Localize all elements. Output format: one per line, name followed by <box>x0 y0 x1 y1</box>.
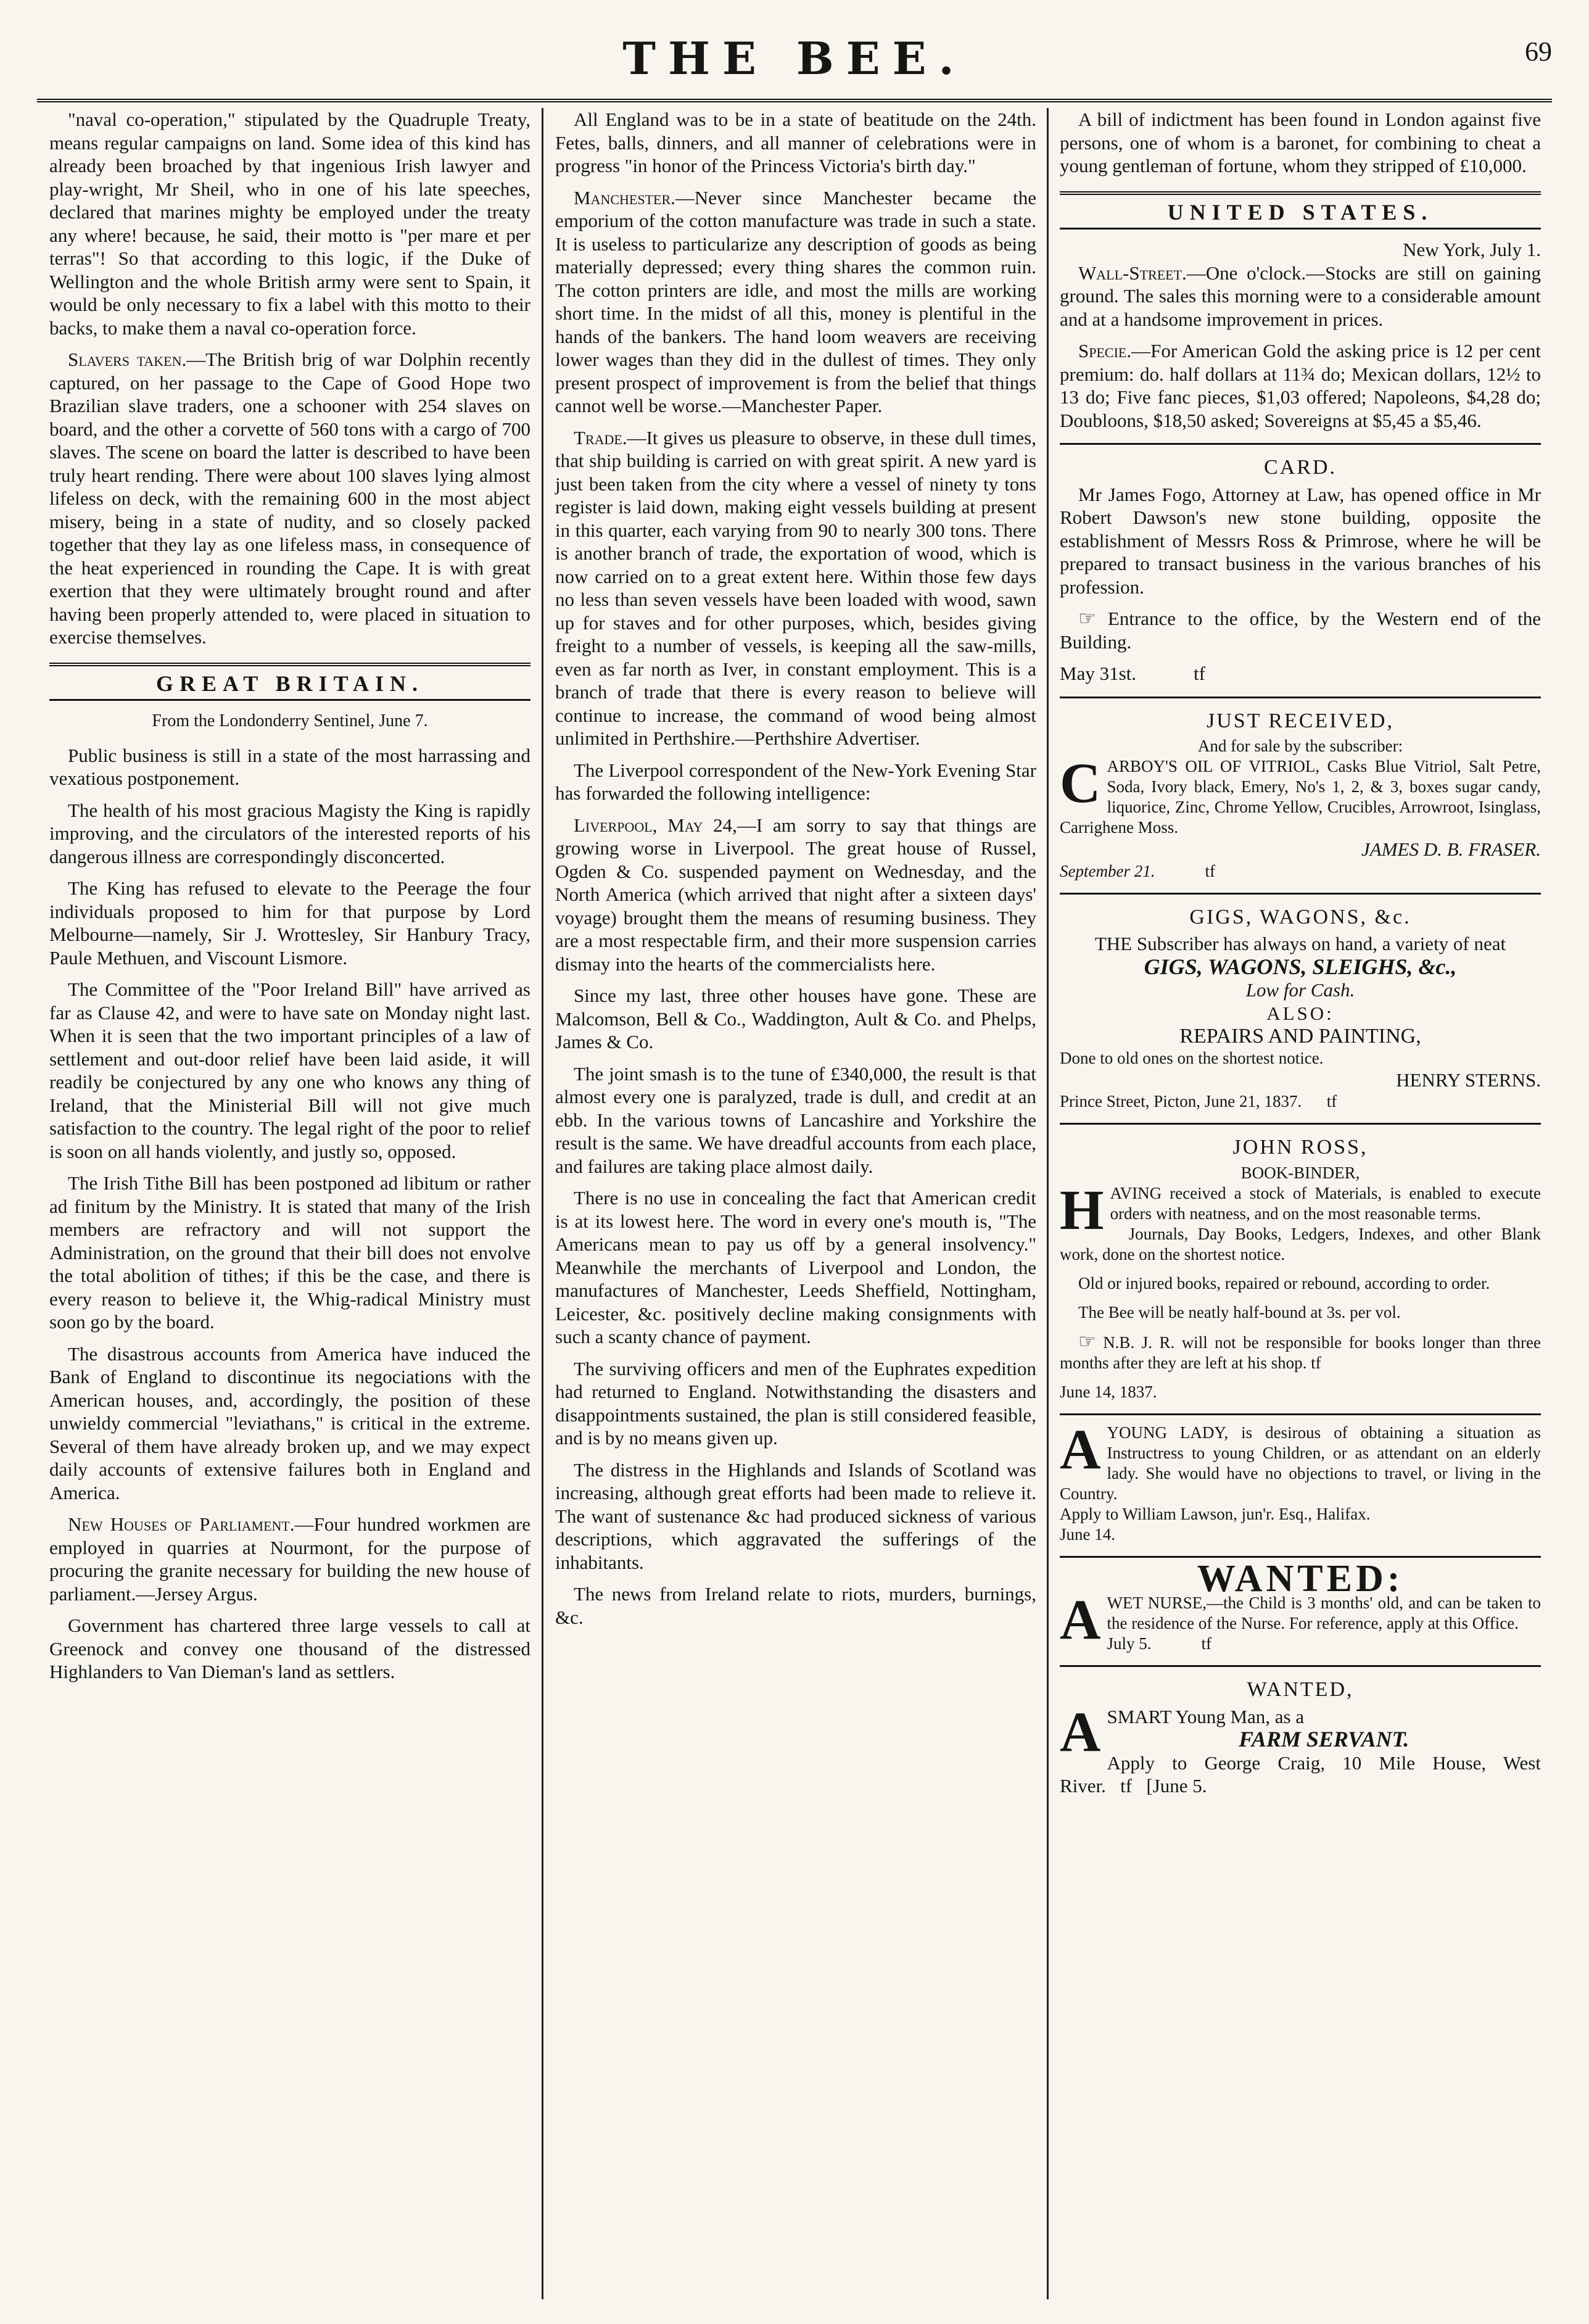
article-paragraph: Government has chartered three large vessels to call at Greenock and convey one thousand of the distressed Highlanders to Van Dieman's land as settlers. <box>49 1615 530 1682</box>
tf-mark: tf <box>1205 861 1215 880</box>
advertisement-card <box>1060 443 1541 685</box>
page-number: 69 <box>1525 36 1552 67</box>
ad-text <box>1060 751 1541 838</box>
ad-text: Done to old ones on the shortest notice. <box>1060 1048 1324 1067</box>
article-paragraph <box>49 348 530 649</box>
article-paragraph: The disastrous accounts from America have induced the Bank of England to discontinue its negociations with the American houses, and, accordingly, the position of these unwieldy commercial "leviathans," is critical in the extreme. Several of them have already broken up, and we may expect daily accounts of extensive failures both in England and America. <box>49 1342 530 1503</box>
article-paragraph: All England was to be in a state of beatitude on the 24th. Fetes, balls, dinners, and all manner of celebrations were in progress "in honor of the Princess Victoria's birth day." <box>555 109 1036 176</box>
article-paragraph: The surviving officers and men of the Euphrates expedition had returned to England. Notwithstanding the disasters and disappointments sustained, the plan is still considered feasible, and is by no means given up. <box>555 1357 1036 1449</box>
ad-signature: JAMES D. B. FRASER. <box>1361 838 1541 860</box>
article-paragraph: The Liverpool correspondent of the New-York Evening Star has forwarded the following intelligence: <box>555 759 1036 804</box>
ad-text: Journals, Day Books, Ledgers, Indexes, and other Blank work, done on the shortest notice. <box>1060 1224 1541 1263</box>
ad-body: AVING received a stock of Materials, is enabled to execute orders with neatness, and on the most reasonable terms. <box>1110 1183 1541 1223</box>
tf-mark: tf <box>1311 1353 1321 1372</box>
advertisement-just-received <box>1060 697 1541 882</box>
pointing-hand-icon: ☞ <box>1078 1329 1096 1352</box>
ad-date <box>1060 1634 1541 1654</box>
ad-heading: WANTED: <box>1197 1557 1404 1600</box>
article-paragraph <box>1060 339 1541 432</box>
section-heading-united-states: UNITED STATES. <box>1060 191 1541 230</box>
article-lead: New Houses of Parliament. <box>68 1513 295 1535</box>
ad-date-text: [June 5. <box>1146 1775 1207 1797</box>
advertisement-farm-servant <box>1060 1665 1541 1798</box>
ad-text: The Bee will be neatly half-bound at 3s. per vol. <box>1078 1302 1401 1321</box>
ad-date-text: May 31st. <box>1060 663 1136 684</box>
drop-cap: H <box>1060 1178 1104 1241</box>
ad-heading: WANTED, <box>1247 1678 1354 1701</box>
article-lead: Specie. <box>1078 340 1132 362</box>
ad-signature: HENRY STERNS. <box>1396 1069 1541 1091</box>
ad-entrance: Entrance to the office, by the Western end of the Building. <box>1060 608 1541 653</box>
ad-text <box>1060 1178 1541 1241</box>
drop-cap: C <box>1060 751 1101 814</box>
article-lead: Liverpool, May 24, <box>574 814 737 836</box>
article-text: —The British brig of war Dolphin recently captured, on her passage to the Cape of Good Hope two Brazilian slave traders, one a schooner with 254 slaves on board, and the other a corvette of 560 tons with a cargo of 700 slaves. The scene on board the latter is described to have been truly heart rending. There were about 100 slaves lying almost lifeless on deck, with the remaining 600 in the most abject misery, being in a state of nudity, and so closely packed together that they lay as one lifeless mass, in consequence of the heat experienced in rounding the Cape. It is with great exertion that they were ultimately brought round and after having been properly attended to, were placed in situation to exercise themselves. <box>49 349 530 648</box>
advertisement-gigs <box>1060 893 1541 1112</box>
ad-text <box>1060 1417 1541 1504</box>
drop-cap: A <box>1060 1700 1101 1763</box>
ad-heading: CARD. <box>1264 456 1337 479</box>
ad-body: YOUNG LADY, is desirous of obtaining a situation as Instructress to young Children, or as attendant on an elderly lady. She would have no objections to travel, or living in the Country. <box>1060 1423 1541 1503</box>
masthead-title: THE BEE. <box>622 32 967 85</box>
article-text: —Never since Manchester became the emporium of the cotton manufacture was trade in such a state. It is useless to particularize any description of goods as being materially depressed; every thing shares the common ruin. The cotton printers are idle, and most the mills are working short time. In the midst of all this, money is plentiful in the hands of the bankers. The hand loom weavers are receiving lower wages than they did in the dullest of times. They only present prospect of improvement is from the belief that things cannot well be worse.—Manchester Paper. <box>555 186 1036 416</box>
article-paragraph: The Irish Tithe Bill has been postponed ad libitum or rather ad finitum by the Ministry. It is stated that many of the Irish members are refractory and will not support the Administration, on the ground that their bill does not envolve the total abolition of tithes; if this be the case, and there is every reason to believe it, the Whig-radical Ministry must soon go by the board. <box>49 1172 530 1333</box>
ad-date: June 14. <box>1060 1524 1115 1544</box>
dateline: New York, July 1. <box>1403 239 1541 260</box>
article-text: —One o'clock.—Stocks are still on gaining ground. The sales this morning were to a considerable amount and at a handsome improvement in prices. <box>1060 262 1541 330</box>
tf-mark: tf <box>1120 1775 1133 1797</box>
column-divider <box>542 108 543 2299</box>
article-lead: Wall-Street. <box>1078 262 1187 284</box>
pointing-hand-icon: ☞ <box>1078 607 1096 629</box>
article-paragraph: The health of his most gracious Magisty the King is rapidly improving, and the circulators of the interested reports of his dangerous illness are correspondingly disconcerted. <box>49 799 530 867</box>
ad-note: N.B. J. R. will not be responsible for books longer than three months after they are left at his shop. <box>1060 1333 1542 1372</box>
advertisement-john-ross <box>1060 1123 1541 1402</box>
ad-heading: GIGS, WAGONS, &c. <box>1189 905 1411 928</box>
column-divider <box>1047 108 1049 2299</box>
article-text: —For American Gold the asking price is 12 per cent premium: do. half dollars at 11¾ do; Mexican dollars, 12½ to 13 do; Five fanc pieces, $1,03 offered; Napoleons, $4,28 do; Doubloons, $18,50 asked; Sovereigns at $5,45 a $5,46. <box>1060 340 1541 431</box>
article-paragraph: Since my last, three other houses have gone. These are Malcomson, Bell & Co., Waddington, Ault & Co. and Phelps, James & Co. <box>555 985 1036 1052</box>
column-3 <box>1060 108 1541 1798</box>
ad-subheading: And for sale by the subscriber: <box>1197 737 1403 755</box>
ad-body: WET NURSE,—the Child is 3 months' old, and can be taken to the residence of the Nurse. For reference, apply at this Office. <box>1107 1594 1541 1632</box>
article-text: —I am sorry to say that things are growing worse in Liverpool. The great house of Russel, Ogden & Co. suspended payment on Wednesday, and the North America (which arrived that night after a sixteen days' voyage) brought them the means of resuming business. They are a most respectable firm, and their more suspension carries dismay into the hearts of the commercialists here. <box>555 814 1036 975</box>
ad-text: THE Subscriber has always on hand, a variety of neat <box>1094 933 1506 954</box>
article-lead: Slavers taken. <box>68 349 187 370</box>
ad-heading: JUST RECEIVED, <box>1207 709 1394 732</box>
ad-heading: JOHN ROSS, <box>1232 1136 1368 1159</box>
masthead <box>37 25 1552 102</box>
ad-subheading: BOOK-BINDER, <box>1240 1163 1360 1182</box>
article-paragraph: The distress in the Highlands and Islands of Scotland was increasing, although great efforts had been made to relieve it. The want of sustenance &c had produced sickness of various descriptions, which aggravated the sufferings of the inhabitants. <box>555 1458 1036 1573</box>
ad-text: Low for Cash. <box>1245 979 1355 1001</box>
tf-mark: tf <box>1194 663 1205 684</box>
article-paragraph <box>49 1513 530 1605</box>
drop-cap: A <box>1060 1588 1101 1651</box>
ad-text: GIGS, WAGONS, SLEIGHS, &c., <box>1144 954 1457 979</box>
article-paragraph: The King has refused to elevate to the Peerage the four individuals proposed to him for that purpose by Lord Melbourne—namely, Sir J. Wrottesley, Sir Hanbury Tracy, Paule Methuen, and Viscount Lismore. <box>49 877 530 969</box>
ad-date <box>1060 861 1541 882</box>
ad-body: ARBOY'S OIL OF VITRIOL, Casks Blue Vitriol, Salt Petre, Soda, Ivory black, Emery, No's 1, 2, & 3, boxes sugar candy, liquorice, Zinc, Chrome Yellow, Crucibles, Arrowroot, Isinglass, Carrighene Moss. <box>1060 757 1541 837</box>
ad-text: Mr James Fogo, Attorney at Law, has opened office in Mr Robert Dawson's new stone building, opposite the establishment of Messrs Ross & Primrose, where he will be prepared to transact business in the various branches of his profession. <box>1060 483 1541 598</box>
section-heading-great-britain: GREAT BRITAIN. <box>49 663 530 701</box>
article-paragraph <box>555 186 1036 418</box>
article-paragraph <box>1060 262 1541 331</box>
article-paragraph: Public business is still in a state of the most harrassing and vexatious postponement. <box>49 744 530 789</box>
article-paragraph: There is no use in concealing the fact that American credit is at its lowest here. The word in every one's mouth is, "The Americans mean to pay us off by a general insolvency." Meanwhile the merchants of Liverpool and London, the manufactures of Manchester, Leeds Sheffield, Nottingham, Leicester, &c. positively decline making consignments with such a scanty chance of payment. <box>555 1187 1036 1347</box>
ad-date: June 14, 1837. <box>1060 1382 1157 1401</box>
ad-text <box>1060 1751 1541 1798</box>
advertisement-young-lady <box>1060 1413 1541 1545</box>
ad-date <box>1060 662 1541 685</box>
tf-mark: tf <box>1201 1634 1211 1653</box>
article-text: —It gives us pleasure to observe, in these dull times, that ship building is carried on with great spirit. A new yard is just been taken from the city where a vessel of ninety ty tons register is laid down, making eight vessels building at present in this quarter, each varying from 90 to nearly 300 tons. There is another branch of trade, the exportation of wood, which is now carried on to a great extent here. Within those few days no less than seven vessels have been loaded with wood, sawn up for staves and for other purposes, which, besides giving freight to a number of vessels, is keeping all the saw-mills, even as far north as Iver, in constant employment. This is a branch of trade that there is every reason to believe will continue to increase, the command of wood being almost unlimited in Perthshire.—Perthshire Advertiser. <box>555 426 1036 749</box>
ad-text: Old or injured books, repaired or rebound, according to order. <box>1078 1273 1490 1292</box>
ad-body: SMART Young Man, as a <box>1107 1705 1305 1727</box>
ad-text <box>1060 607 1541 653</box>
column-1 <box>49 108 530 1692</box>
article-text: —Four hundred workmen are employed in quarries at Nourmont, for the purpose of procuring the granite necessary for building the new house of parliament.—Jersey Argus. <box>49 1513 530 1605</box>
ad-date-text: September 21. <box>1060 861 1155 880</box>
article-paragraph: The news from Ireland relate to riots, murders, burnings, &c. <box>555 1583 1036 1628</box>
ad-text <box>1060 1331 1541 1373</box>
ad-text: ALSO: <box>1266 1002 1334 1024</box>
article-paragraph: "naval co-operation," stipulated by the Quadruple Treaty, means regular campaigns on land. Some idea of this kind has already been broached by that ingenious Irish lawyer and play-wright, Mr Sheil, who in one of his late speeches, declared that marines mighty be employed under the treaty any where! because, he said, their motto is "per mare et per terras"! So that according to this logic, if the Duke of Wellington and the whole British army were sent to Spain, it would be only necessary to fix a label with this motto to their backs, to make them a naval co-operation force. <box>49 109 530 339</box>
article-paragraph <box>555 814 1036 976</box>
ad-apply: Apply to George Craig, 10 Mile House, West River. <box>1060 1751 1541 1797</box>
advertisement-wet-nurse <box>1060 1556 1541 1655</box>
tf-mark: tf <box>1326 1092 1337 1110</box>
article-lead: Trade. <box>574 426 627 449</box>
section-source: From the Londonderry Sentinel, June 7. <box>152 711 428 730</box>
article-paragraph: The Committee of the "Poor Ireland Bill" have arrived as far as Clause 42, and were to have sate on Monday night last. When it is seen that the two important principles of a law of settlement and out-door relief have been laid aside, it will readily be conjectured by any one who knows any thing of Ireland, that the Ministerial Bill will not give much satisfaction to the country. The legal right of the poor to relief is soon on all hands violently, and justly so, opposed. <box>49 978 530 1162</box>
column-2 <box>555 108 1036 1637</box>
ad-text: REPAIRS AND PAINTING, <box>1179 1025 1421 1048</box>
ad-date-text: Prince Street, Picton, June 21, 1837. <box>1060 1092 1302 1110</box>
ad-date <box>1060 1091 1541 1112</box>
article-paragraph: The joint smash is to the tune of £340,000, the result is that almost every one is paralyzed, trade is dull, and credit at an ebb. In the various towns of Lancashire and Yorkshire the result is the same. We have dreadful accounts from each place, and failures are taking place almost daily. <box>555 1062 1036 1177</box>
ad-text: Apply to William Lawson, jun'r. Esq., Halifax. <box>1060 1504 1371 1523</box>
drop-cap: A <box>1060 1417 1101 1481</box>
ad-date-text: July 5. <box>1107 1634 1152 1653</box>
article-paragraph <box>555 426 1036 750</box>
article-lead: Manchester. <box>574 186 675 209</box>
article-paragraph: A bill of indictment has been found in London against five persons, one of whom is a baronet, for combining to cheat a young gentleman of fortune, whom they stripped of £10,000. <box>1060 109 1541 176</box>
ad-role: FARM SERVANT. <box>1239 1727 1409 1751</box>
